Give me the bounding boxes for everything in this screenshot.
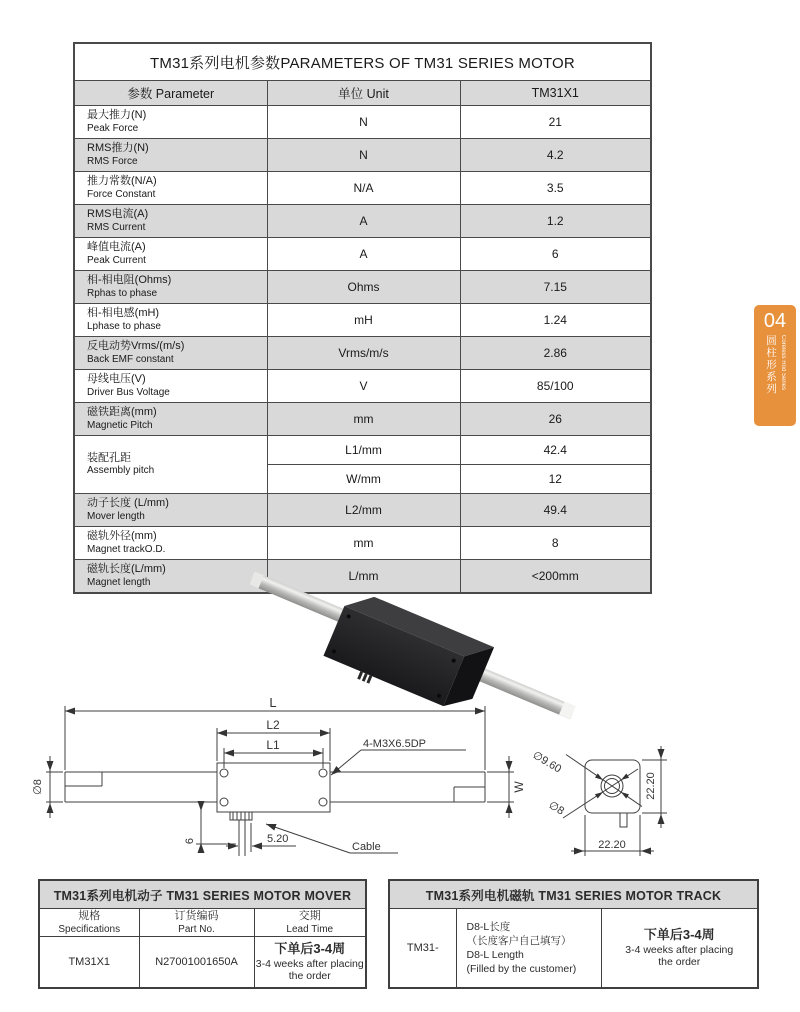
track-table-title: TM31系列电机磁轨 TM31 SERIES MOTOR TRACK bbox=[389, 880, 758, 909]
param-en: Back EMF constant bbox=[87, 353, 174, 365]
value-cell: 85/100 bbox=[460, 370, 651, 403]
value-cell: 3.5 bbox=[460, 172, 651, 205]
dim-label-side-rod-dia: ∅8 bbox=[546, 799, 567, 818]
track-data-row bbox=[389, 909, 758, 989]
dim-label-W: W bbox=[512, 781, 526, 793]
header-lead-time: 交期 Lead Time bbox=[254, 909, 366, 937]
motor-3d-render bbox=[232, 560, 585, 761]
unit-cell: mm bbox=[267, 403, 460, 436]
unit-cell: Ohms bbox=[267, 271, 460, 304]
table-row bbox=[74, 403, 651, 436]
param-zh: 反电动势Vrms/(m/s) bbox=[87, 340, 185, 353]
track-lead-time-cell: 下单后3-4周 3-4 weeks after placing the order bbox=[601, 909, 758, 989]
param-zh: 装配孔距 bbox=[87, 451, 131, 464]
value-cell: 7.15 bbox=[460, 271, 651, 304]
mover-data-row bbox=[39, 937, 366, 989]
header-specifications: 规格 Specifications bbox=[39, 909, 139, 937]
value-cell: 42.4 bbox=[460, 436, 651, 465]
table-row bbox=[74, 172, 651, 205]
param-zh: 磁轨长度(L/mm) bbox=[87, 563, 166, 576]
parameters-table bbox=[73, 42, 652, 594]
param-en: RMS Force bbox=[87, 155, 138, 167]
table-row bbox=[74, 337, 651, 370]
param-en: Magnetic Pitch bbox=[87, 419, 153, 431]
track-order-table bbox=[388, 879, 759, 989]
unit-cell: mH bbox=[267, 304, 460, 337]
unit-cell: N bbox=[267, 139, 460, 172]
table-row bbox=[74, 238, 651, 271]
track-length-cell: D8-L长度 （长度客户自己填写） D8-L Length (Filled by the customer) bbox=[456, 909, 601, 989]
part-no-cell: N27001001650A bbox=[139, 937, 254, 989]
cable-label: Cable bbox=[352, 841, 381, 853]
mover-order-table bbox=[38, 879, 367, 989]
header-part-no: 订货编码 Part No. bbox=[139, 909, 254, 937]
param-en: Assembly pitch bbox=[87, 465, 155, 477]
param-zh: 最大推力(N) bbox=[87, 109, 147, 122]
unit-cell: A bbox=[267, 238, 460, 271]
series-title-en: Coreless Rod Series bbox=[780, 335, 786, 391]
value-cell: 4.2 bbox=[460, 139, 651, 172]
param-zh: 相-相电阻(Ohms) bbox=[87, 274, 172, 287]
dim-label-side-width: 22.20 bbox=[598, 839, 626, 851]
header-model: TM31X1 bbox=[460, 81, 651, 106]
value-cell: 6 bbox=[460, 238, 651, 271]
dim-label-side-outer-dia: ∅9.60 bbox=[530, 749, 564, 776]
series-title-zh: 圆柱形系列 bbox=[765, 335, 777, 395]
lead-time-cell: 下单后3-4周 3-4 weeks after placing the order bbox=[254, 937, 366, 989]
param-zh: 动子长度 (L/mm) bbox=[87, 497, 169, 510]
param-en: Force Constant bbox=[87, 188, 156, 200]
unit-cell: L2/mm bbox=[267, 494, 460, 527]
value-cell: <200mm bbox=[460, 560, 651, 594]
spec-cell: TM31X1 bbox=[39, 937, 139, 989]
mover-table-title: TM31系列电机动子 TM31 SERIES MOTOR MOVER bbox=[39, 880, 366, 909]
dim-label-cable-offset: 5.20 bbox=[267, 833, 289, 845]
unit-cell: A bbox=[267, 205, 460, 238]
value-cell: 8 bbox=[460, 527, 651, 560]
param-zh: 磁铁距离(mm) bbox=[87, 406, 157, 419]
param-en: Rphas to phase bbox=[87, 287, 158, 299]
value-cell: 49.4 bbox=[460, 494, 651, 527]
param-zh: 磁轨外径(mm) bbox=[87, 530, 157, 543]
param-en: Magnet trackO.D. bbox=[87, 543, 166, 555]
table-row bbox=[74, 205, 651, 238]
param-zh: 峰值电流(A) bbox=[87, 241, 146, 254]
value-cell: 2.86 bbox=[460, 337, 651, 370]
table-title-row bbox=[74, 43, 651, 81]
dim-label-side-height: 22.20 bbox=[645, 772, 657, 800]
mover-header-row bbox=[39, 909, 366, 937]
table-row bbox=[74, 271, 651, 304]
mover-title-row bbox=[39, 880, 366, 909]
table-row bbox=[74, 304, 651, 337]
param-en: Lphase to phase bbox=[87, 320, 161, 332]
dim-label-holes: 4-M3X6.5DP bbox=[363, 738, 426, 750]
value-cell: 1.2 bbox=[460, 205, 651, 238]
param-zh: 相-相电感(mH) bbox=[87, 307, 160, 320]
table-row bbox=[74, 436, 651, 465]
track-title-row bbox=[389, 880, 758, 909]
header-parameter: 参数 Parameter bbox=[74, 81, 267, 106]
table-row bbox=[74, 370, 651, 403]
header-unit: 单位 Unit bbox=[267, 81, 460, 106]
dim-label-L: L bbox=[269, 695, 277, 710]
dim-label-L2: L2 bbox=[266, 718, 280, 732]
track-model-cell: TM31- bbox=[389, 909, 456, 989]
param-en: RMS Current bbox=[87, 221, 146, 233]
value-cell: 21 bbox=[460, 106, 651, 139]
technical-drawing bbox=[30, 560, 770, 870]
unit-cell: N/A bbox=[267, 172, 460, 205]
param-en: Magnet length bbox=[87, 576, 151, 588]
dim-label-L1: L1 bbox=[266, 738, 280, 752]
unit-cell: V bbox=[267, 370, 460, 403]
series-number: 04 bbox=[763, 310, 787, 332]
param-zh: RMS电流(A) bbox=[87, 208, 149, 221]
series-tab bbox=[754, 305, 796, 426]
table-row bbox=[74, 106, 651, 139]
param-en: Peak Force bbox=[87, 122, 139, 134]
param-zh: 推力常数(N/A) bbox=[87, 175, 157, 188]
value-cell: 12 bbox=[460, 465, 651, 494]
table-row bbox=[74, 139, 651, 172]
param-en: Peak Current bbox=[87, 254, 146, 266]
unit-cell: mm bbox=[267, 527, 460, 560]
value-cell: 1.24 bbox=[460, 304, 651, 337]
table-row bbox=[74, 527, 651, 560]
param-zh: 母线电压(V) bbox=[87, 373, 146, 386]
dim-label-cable-drop: 6 bbox=[184, 837, 196, 845]
unit-cell: W/mm bbox=[267, 465, 460, 494]
table-row bbox=[74, 494, 651, 527]
dim-label-rod-dia: ∅8 bbox=[32, 779, 44, 795]
unit-cell: L/mm bbox=[267, 560, 460, 594]
param-en: Driver Bus Voltage bbox=[87, 386, 170, 398]
table-title: TM31系列电机参数PARAMETERS OF TM31 SERIES MOTOR bbox=[74, 43, 651, 81]
param-en: Mover length bbox=[87, 510, 145, 522]
unit-cell: N bbox=[267, 106, 460, 139]
table-header-row bbox=[74, 81, 651, 106]
value-cell: 26 bbox=[460, 403, 651, 436]
param-zh: RMS推力(N) bbox=[87, 142, 149, 155]
unit-cell: L1/mm bbox=[267, 436, 460, 465]
unit-cell: Vrms/m/s bbox=[267, 337, 460, 370]
